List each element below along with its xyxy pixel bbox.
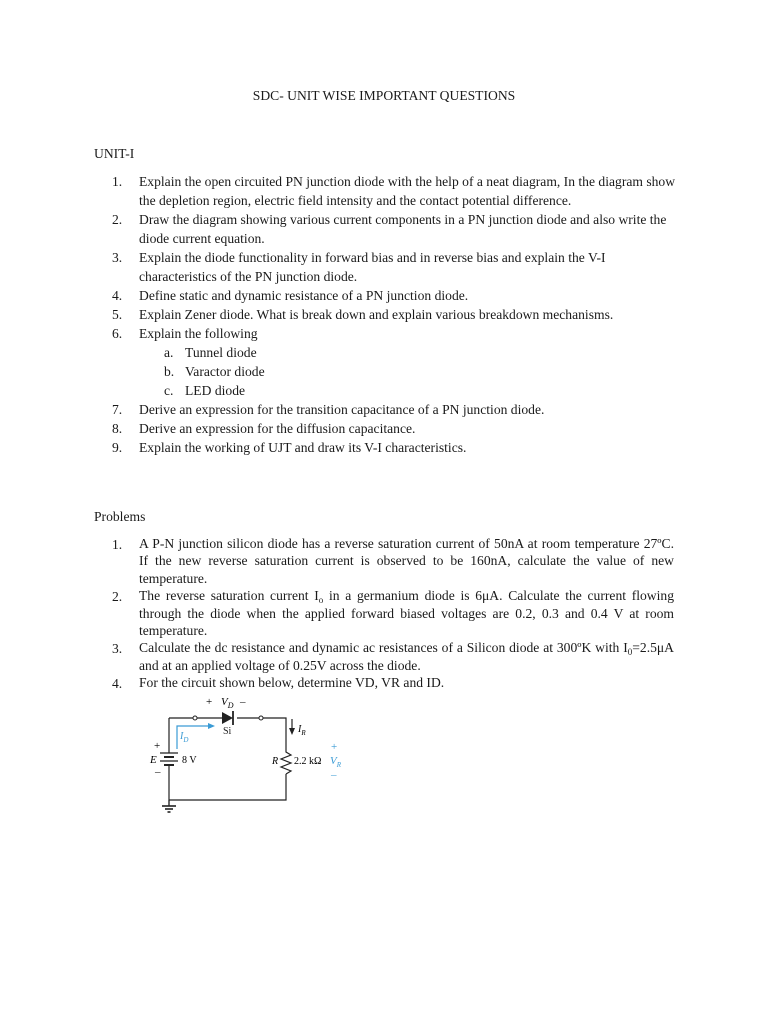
sub-item-text: Varactor diode — [185, 364, 265, 379]
problem-text — [139, 639, 674, 674]
sub-list-item — [94, 362, 684, 381]
e-label: E — [150, 754, 157, 766]
sub-item-letter: c. — [164, 383, 174, 398]
list-item — [94, 419, 684, 438]
bottom-wire — [169, 774, 286, 800]
problem-item — [94, 535, 674, 587]
item-number: 7. — [112, 402, 123, 417]
vd-label: $V_D$ — [221, 696, 234, 710]
ir-label: $I_R$ — [298, 724, 306, 737]
problem-text-part: The reverse saturation current I — [139, 588, 319, 604]
diode-icon — [222, 712, 233, 724]
item-text: Explain the working of UJT and draw its V-I characteristics. — [139, 440, 467, 455]
id-label: $I_D$ — [180, 731, 189, 744]
item-number: 4. — [112, 676, 123, 692]
vr-label: $V_R$ — [330, 755, 342, 769]
item-number: 1. — [112, 174, 123, 189]
item-text: Explain the open circuited PN junction diode with the help of a neat diagram, In the diagram show the depletion region, electric field intensity and the contact potential difference. — [139, 174, 676, 208]
problem-text: A P-N junction silicon diode has a reverse saturation current of 50nA at room temperature 27ºC. If the new reverse saturation current is observed to be 160nA, calculate the value of new temperature. — [139, 536, 674, 586]
item-text: Define static and dynamic resistance of a PN junction diode. — [139, 288, 469, 303]
list-item — [94, 172, 684, 210]
unit-heading: UNIT-I — [94, 146, 135, 161]
diode-label: Si — [223, 726, 232, 737]
node-dot — [259, 716, 263, 720]
item-number: 5. — [112, 307, 123, 322]
sub-list-item — [94, 381, 684, 400]
list-item — [94, 400, 684, 419]
sub-item-letter: a. — [164, 345, 174, 360]
list-item — [94, 248, 684, 286]
problem-text: For the circuit shown below, determine VD, VR and ID. — [139, 675, 445, 691]
problems-list — [94, 535, 674, 692]
sub-item-text: LED diode — [185, 383, 246, 398]
item-text: Draw the diagram showing various current components in a PN junction diode and also write the diode current equation. — [139, 212, 667, 246]
list-item — [94, 305, 684, 324]
vr-plus-sign: + — [331, 741, 338, 753]
e-value: 8 V — [182, 755, 197, 766]
e-minus-sign: – — [155, 766, 161, 778]
list-item — [94, 210, 684, 248]
resistor-icon — [281, 750, 291, 774]
list-item — [94, 286, 684, 305]
sub-item-letter: b. — [164, 364, 175, 379]
problem-text-part: Calculate the dc resistance and dynamic ac resistances of a Silicon diode at 300ºK with I — [139, 640, 628, 656]
r-value: 2.2 kΩ — [294, 756, 322, 767]
ir-arrow-icon — [289, 728, 295, 735]
sub-item-text: Tunnel diode — [185, 345, 257, 360]
e-plus-sign: + — [154, 740, 161, 752]
item-number: 9. — [112, 440, 123, 455]
item-text: Explain the diode functionality in forward bias and in reverse bias and explain the V-I characteristics of the PN junction diode. — [139, 250, 606, 284]
problem-text-part: =2.5μA and at an applied voltage of 0.25V across the diode. — [139, 640, 674, 673]
circuit-diagram — [140, 692, 360, 822]
problem-item — [94, 587, 674, 639]
vd-plus-sign: + — [206, 696, 213, 708]
item-number: 6. — [112, 326, 123, 341]
list-item — [94, 324, 684, 343]
page-title: SDC- UNIT WISE IMPORTANT QUESTIONS — [252, 88, 516, 103]
item-number: 3. — [112, 250, 123, 265]
item-number: 3. — [112, 641, 123, 657]
top-wire-right — [237, 718, 286, 750]
sub-list-item — [94, 343, 684, 362]
item-text: Derive an expression for the transition capacitance of a PN junction diode. — [139, 402, 545, 417]
id-arrow-icon — [208, 723, 215, 729]
vr-minus-sign: – — [331, 769, 337, 781]
item-number: 4. — [112, 288, 123, 303]
item-number: 1. — [112, 537, 123, 552]
unit-question-list — [94, 172, 684, 457]
problem-text-part: in a germanium diode is 6μA. Calculate the current flowing through the diode when the applied forward biased voltages are 0.2, 0.3 and 0.4 V at room temperature. — [139, 588, 674, 639]
problem-text — [139, 587, 674, 639]
problem-item — [94, 639, 674, 674]
item-text: Explain the following — [139, 326, 258, 341]
problem-item — [94, 674, 674, 691]
subscript: o — [318, 595, 324, 606]
item-text: Derive an expression for the diffusion capacitance. — [139, 421, 416, 436]
vd-minus-sign: – — [240, 696, 246, 708]
list-item — [94, 438, 684, 457]
item-number: 2. — [112, 212, 123, 227]
node-dot — [193, 716, 197, 720]
subscript: 0 — [627, 647, 633, 658]
problems-heading: Problems — [94, 509, 146, 524]
item-text: Explain Zener diode. What is break down and explain various breakdown mechanisms. — [139, 307, 614, 322]
r-label: R — [272, 756, 279, 767]
item-number: 2. — [112, 589, 123, 605]
item-number: 8. — [112, 421, 123, 436]
